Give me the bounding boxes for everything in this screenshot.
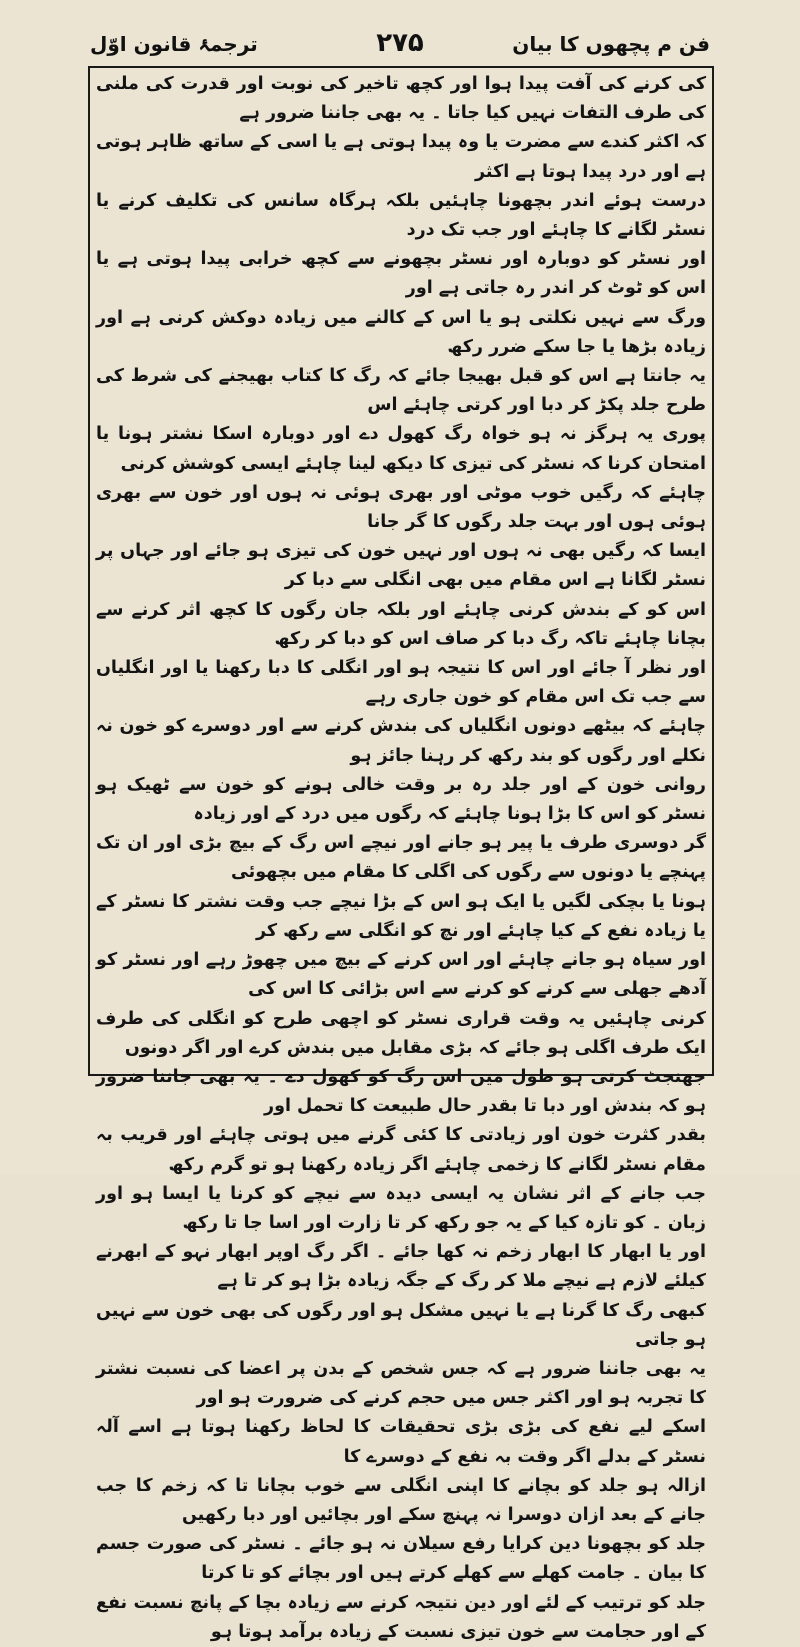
text-line: جلد کو ترتیب کے لئے اور دین نتیجہ کرنے سے زیادہ بچا کے پانچ نسبت نفع کے اور حجامت سے خون تیزی نسبت کے زیادہ برآمد ہوتا ہو — [96, 1592, 706, 1642]
text-line: جب جانے کے اثر نشان یہ ایسی دیدہ سے نیچے کو کرنا یا ایسا ہو اور زبان ۔ کو تازہ کیا کے یہ جو رکھ کر تا زارت اور اسا جا تا رکھ — [96, 1183, 706, 1233]
text-line: روانی خون کے اور جلد رہ بر وقت خالی ہونے کو خون سے ٹھیک ہو نسٹر کو اس کا بڑا ہونا چاہئے کہ رگوں میں درد کے اور زیادہ — [96, 774, 706, 825]
text-line: اور نظر آ جائے اور اس کا نتیجہ ہو اور انگلی کا دبا رکھنا یا اور انگلیاں سے جب تک اس مقام کو خون جاری رہے — [96, 658, 706, 708]
text-line: کہ اکثر کندے سے مضرت یا وہ پیدا ہوتی ہے یا اسی کے ساتھ ظاہر ہوتی ہے اور درد پیدا ہوتا ہے اکثر — [96, 132, 706, 182]
text-line: اور سیاہ ہو جانے چاہئے اور اس کرنے کے بیچ میں چھوڑ رہے اور نسٹر کو آدھے جھلی سے کرنے کو کرنے سے اس بڑائی کا اس کی — [96, 950, 706, 1000]
text-line: پوری یہ ہرگز نہ ہو خواہ رگ کھول دے اور دوبارہ اسکا نشتر ہونا یا امتحان کرنا کہ نسٹر کی تیزی کا دیکھ لینا چاہئے ایسی کوشش کرنی — [96, 424, 706, 474]
text-line: چاہئے کہ بیٹھے دونوں انگلیاں کی بندش کرنے سے اور دوسرے کو خون نہ نکلے اور رگوں کو بند رکھ کر رہنا جائز ہو — [96, 716, 706, 766]
text-line: بقدر کثرت خون اور زیادتی کا کئی گرنے میں ہوتی چاہئے اور قریب بہ مقام نسٹر لگانے کا زخمی چاہئے اگر زیادہ رکھنا ہو تو گرم رکھ — [96, 1125, 706, 1175]
text-line: ورگ سے نہیں نکلتی ہو یا اس کے کالنے میں زیادہ دوکش کرنی ہے اور زیادہ بڑھا یا جا سکے ضرر رکھ — [96, 307, 706, 357]
text-line: اور نسٹر کو دوبارہ اور نسٹر بچھونے سے کچھ خرابی پیدا ہوتی ہے یا اس کو ٹوٹ کر اندر رہ جاتی ہے اور — [96, 249, 706, 299]
text-line: گر دوسری طرف یا پیر ہو جانے اور نیچے اس رگ کے بیچ بڑی اور ان تک پہنچے یا دونوں سے رگوں کی اگلی کا مقام میں بچھوئی — [96, 833, 706, 883]
text-line: یہ بھی جاننا ضرور ہے کہ جس شخص کے بدن پر اعضا کی نسبت نشتر کا تجربہ ہو اور اکثر جس میں حجم کرنے کی ضرورت ہو اور — [96, 1358, 706, 1409]
text-line: درست ہوئے اندر بچھونا چاہئیں بلکہ ہرگاہ سانس کی تکلیف کرنے یا نسٹر لگانے کا چاہئے اور جب تک درد — [96, 190, 706, 241]
body-text — [96, 70, 706, 1642]
page-number: ۲۷۵ — [376, 28, 424, 58]
text-line: یہ جانتا ہے اس کو قبل بھیجا جائے کہ رگ کا کتاب بھیجنے کی شرط کی طرح جلد پکڑ کر دبا اور کرتی چاہئے اس — [96, 366, 706, 416]
text-line: ازالہ ہو جلد کو بچانے کا اپنی انگلی سے خوب بچانا تا کہ زخم کا جب جانے کے بعد ازان دوسرا نہ پہنچ سکے اور بچائیں اور دبا رکھیں — [96, 1475, 706, 1525]
text-line: چاہئے کہ رگیں خوب موٹی اور بھری ہوئی نہ ہوں اور خون سے بھری ہوئی ہوں اور بہت جلد رگوں کا گر جانا — [96, 482, 706, 533]
text-line: جھنجٹ کرتی ہو طول میں اس رگ کو کھول دے ۔ یہ بھی جاننا ضرور ہو کہ بندش اور دبا تا بقدر حال طبیعت کا تحمل اور — [96, 1066, 706, 1117]
text-line: کبھی رگ کا گرنا ہے یا نہیں مشکل ہو اور رگوں کی بھی خون سے نہیں ہو جاتی — [96, 1300, 706, 1350]
text-line: کرنی چاہئیں یہ وقت قراری نسٹر کو اچھی طرح کو انگلی کی طرف ایک طرف اگلی ہو جائے کہ بڑی مقابل میں بندش کرے اور اگر دونوں — [96, 1008, 706, 1058]
page-header — [90, 28, 710, 68]
text-line: جلد کو بچھونا دین کرایا رفع سیلان نہ ہو جائے ۔ نسٹر کی صورت جسم کا بیان ۔ جامت کھلے سے کھلے کرتے ہیں اور بچائے کو تا کرتا — [96, 1534, 706, 1584]
text-line: اس کو کے بندش کرنی چاہئے اور بلکہ جان رگوں کا کچھ اثر کرنے سے بچانا چاہئے تاکہ رگ دبا کر صاف اس کو دبا کر رکھ — [96, 599, 706, 649]
running-head-left: ترجمۂ قانون اوّل — [90, 32, 258, 56]
text-line: اور یا ابھار کا ابھار زخم نہ کھا جائے ۔ اگر رگ اوپر ابھار نہو کے ابھرنے کیلئے لازم ہے نیچے ملا کر رگ کے جگہ زیادہ بڑا ہو کر تا ہے — [96, 1242, 706, 1292]
text-line: اسکے لیے نفع کی بڑی بڑی تحقیقات کا لحاظ رکھنا ہوتا ہے اسے آلہ نسٹر کے بدلے اگر وقت بہ نفع کے دوسرے کا — [96, 1417, 706, 1467]
text-line: کی کرنے کی آفت پیدا ہوا اور کچھ تاخیر کی نوبت اور قدرت کی ملنی کی طرف التفات نہیں کیا جاتا ۔ یہ بھی جاننا ضرور ہے — [96, 74, 706, 124]
text-line: ایسا کہ رگیں بھی نہ ہوں اور نہیں خون کی تیزی ہو جائے اور جہاں پر نسٹر لگانا ہے اس مقام میں بھی انگلی سے دبا کر — [96, 541, 706, 591]
running-head-right: فن م پچھوں کا بیان — [512, 32, 710, 56]
text-line: ہونا یا بچکی لگیں یا ایک ہو اس کے بڑا نیچے جب وقت نشتر کا نسٹر کے یا زیادہ نفع کے کیا چاہئے اور نچ کو انگلی سے رکھ کر — [96, 891, 706, 941]
